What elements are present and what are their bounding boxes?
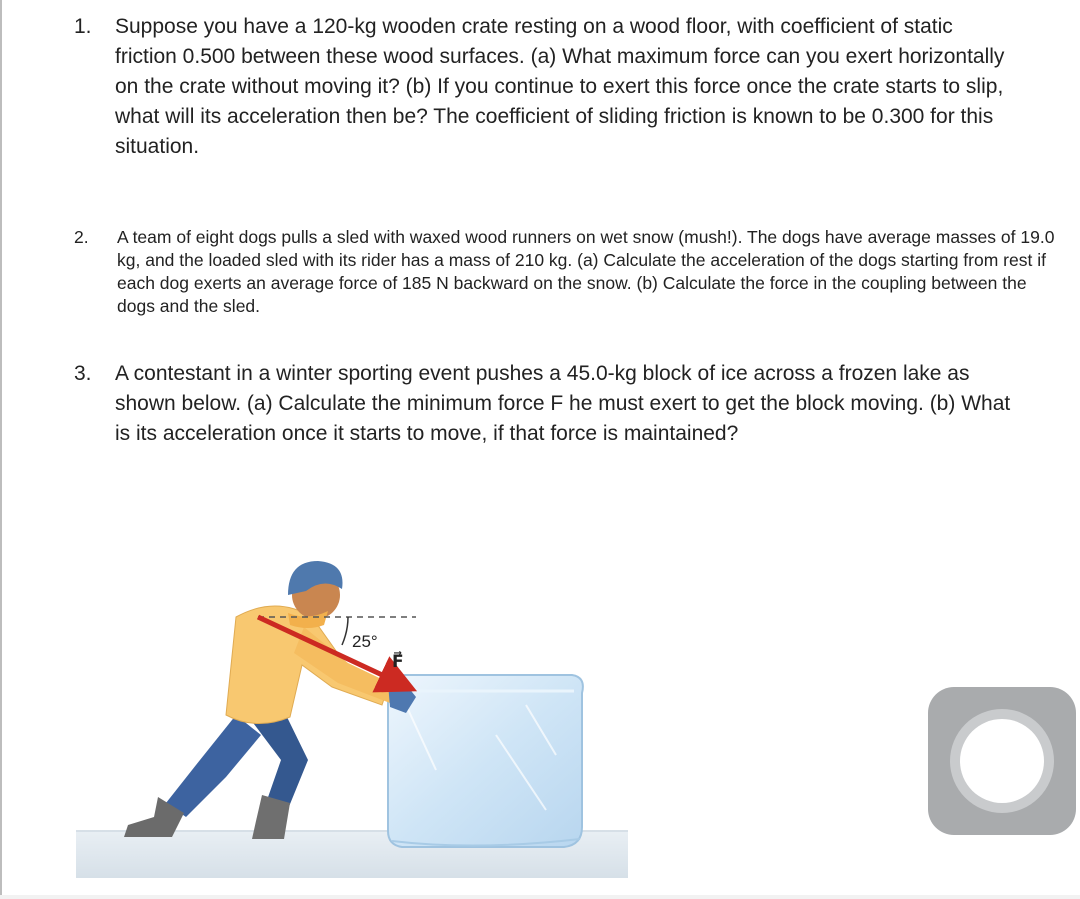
page-bottom-border — [0, 895, 1080, 899]
problem-text: A contestant in a winter sporting event pushes a 45.0-kg block of ice across a frozen lake as shown below. (a) Calculate the minimum force F he must exert to get the block moving. (b) What is its acceleration once it starts to move, if that force is maintained? — [115, 362, 1011, 445]
problem-text: Suppose you have a 120-kg wooden crate resting on a wood floor, with coefficient of static friction 0.500 between these wood surfaces. (a) What maximum force can you exert horizontally on the crate without moving it? (b) If you continue to exert this force once the crate starts to slip, what will its acceleration then be? The coefficient of sliding friction is known to be 0.300 for this situation. — [115, 15, 1005, 158]
page-left-border — [0, 0, 2, 899]
figure-illustration — [76, 555, 636, 885]
problem-number: 3. — [74, 362, 92, 385]
problem-text: A team of eight dogs pulls a sled with waxed wood runners on wet snow (mush!). The dogs have average masses of 19.0 kg, and the loaded sled with its rider has a mass of 210 kg. (a) Calculate the acceleration of the dogs starting from rest if each dog exerts an average force of 185 N backward on the snow. (b) Calculate the force in the coupling between the dogs and the sled. — [117, 227, 1055, 316]
force-label: F⃗ — [392, 652, 404, 671]
problem-number: 1. — [74, 15, 92, 38]
record-button[interactable] — [928, 687, 1076, 835]
ice-block — [388, 675, 583, 847]
angle-arc — [342, 617, 348, 645]
angle-label: 25° — [352, 632, 378, 651]
contestant-figure — [124, 561, 416, 839]
ice-block-figure — [76, 555, 636, 885]
problem-number: 2. — [74, 227, 89, 247]
circle-record-icon — [928, 687, 1076, 835]
